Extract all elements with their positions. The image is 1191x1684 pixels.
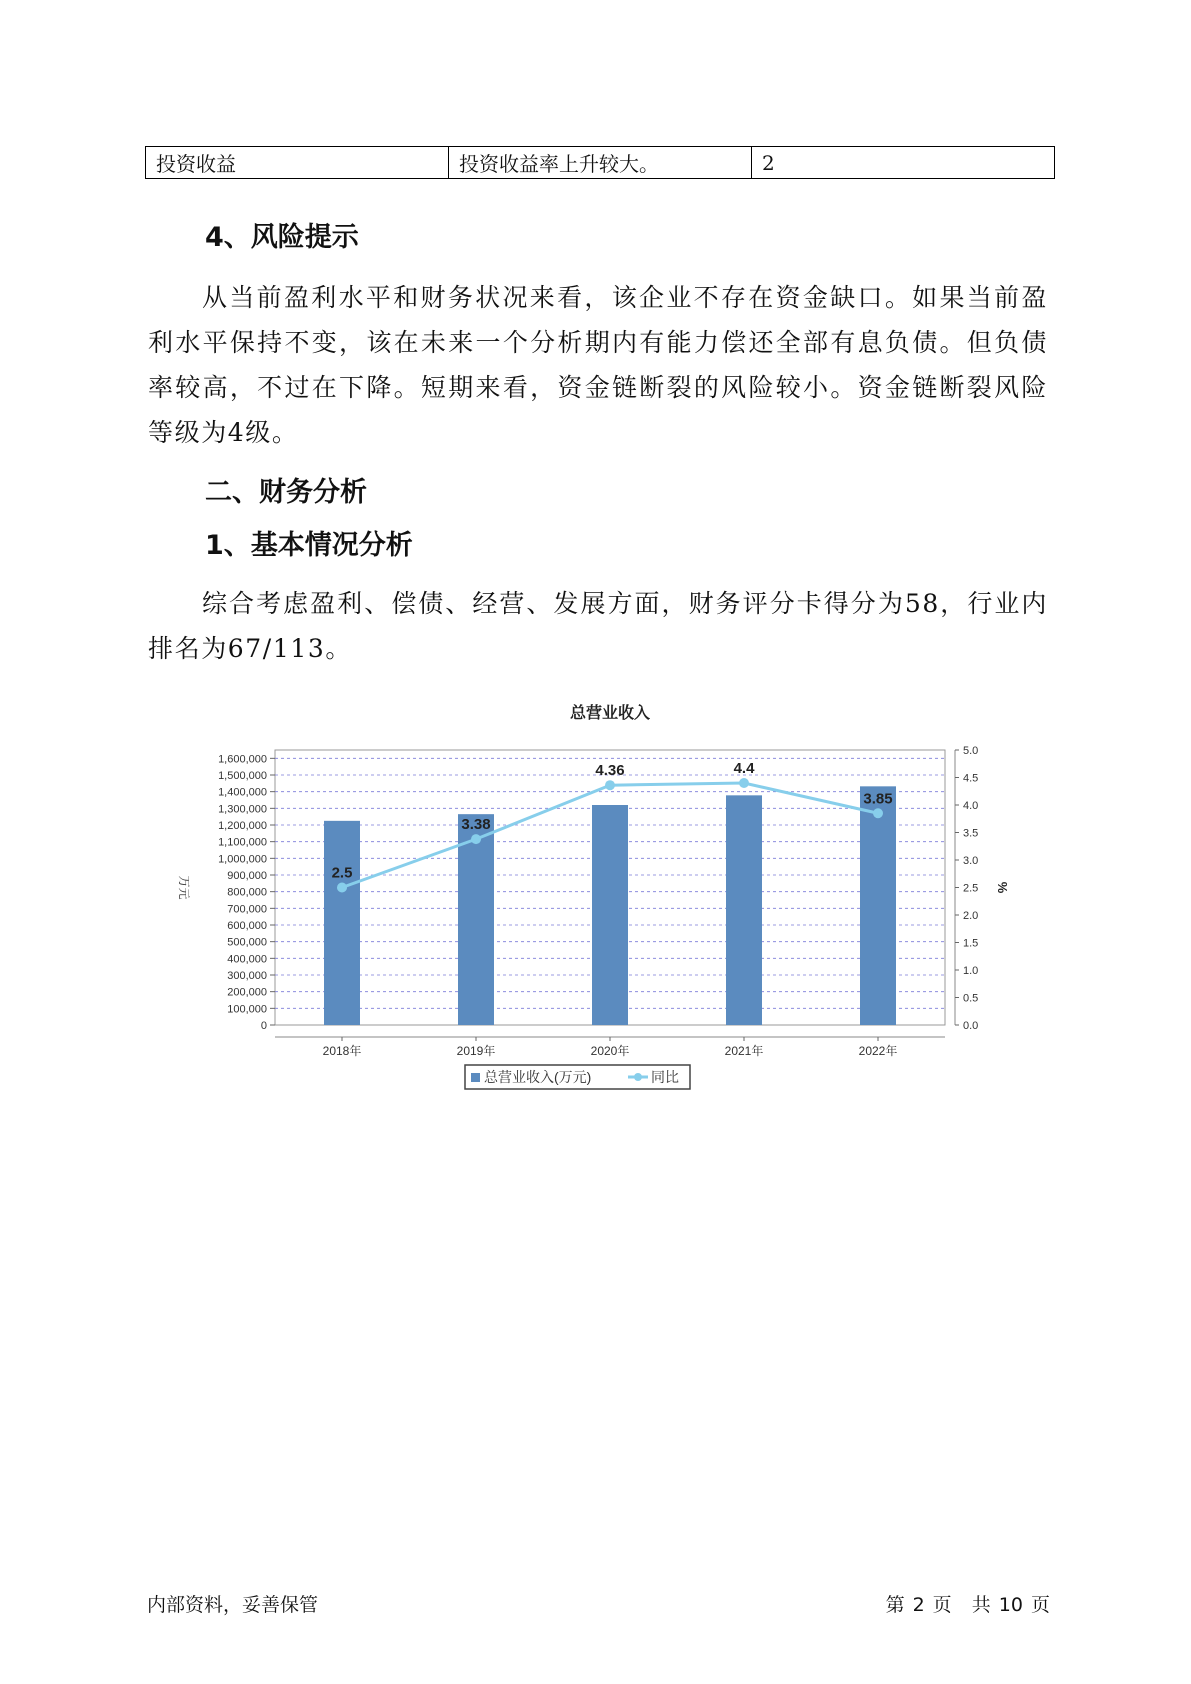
y-left-tick-label: 1,200,000: [218, 820, 267, 832]
table-cell: 投资收益: [146, 147, 449, 179]
y-left-tick-label: 1,100,000: [218, 836, 267, 849]
total-suffix: 页: [1030, 1594, 1050, 1616]
finance-heading: 二、财务分析: [205, 477, 367, 508]
y-left-tick-label: 500,000: [227, 936, 267, 949]
table-cell: 2: [752, 147, 1055, 179]
table-cell: 投资收益率上升较大。: [449, 147, 752, 179]
y-right-tick-label: 2.0: [963, 910, 979, 922]
total-prefix: 共: [971, 1594, 991, 1616]
page-prefix: 第: [885, 1594, 905, 1616]
footer-note: 内部资料，妥善保管: [147, 1594, 319, 1616]
x-tick-label: 2022年: [858, 1044, 898, 1058]
y-left-tick-label: 800,000: [227, 886, 267, 899]
revenue-bar: [324, 821, 360, 1025]
yoy-point: [873, 808, 883, 818]
y-left-tick-label: 300,000: [227, 970, 267, 982]
legend-swatch-revenue: [471, 1073, 480, 1082]
legend-label-yoy: 同比: [651, 1069, 679, 1085]
y-left-tick-label: 900,000: [227, 870, 267, 882]
y-right-tick-label: 5.0: [963, 745, 979, 757]
y-right-tick-label: 1.0: [963, 965, 979, 977]
risk-heading: 4、风险提示: [205, 222, 359, 253]
yoy-data-label: 4.4: [733, 760, 755, 777]
y-left-tick-label: 1,300,000: [218, 803, 267, 816]
yoy-data-label: 2.5: [331, 864, 353, 882]
basic-heading: 1、基本情况分析: [205, 530, 413, 561]
yoy-data-label: 4.36: [595, 762, 625, 780]
basic-paragraph: 综合考虑盈利、偿债、经营、发展方面，财务评分卡得分为58，行业内排名为67/113。: [148, 589, 1048, 663]
y-right-tick-label: 1.5: [963, 937, 979, 950]
y-right-tick-label: 4.5: [963, 772, 979, 785]
y-left-tick-label: 100,000: [227, 1003, 267, 1016]
revenue-bar: [592, 805, 628, 1025]
y-left-tick-label: 1,500,000: [218, 770, 267, 782]
legend-label-revenue: 总营业收入(万元): [484, 1069, 592, 1085]
y-right-tick-label: 4.0: [963, 800, 979, 812]
y-left-tick-label: 600,000: [227, 920, 267, 932]
y-right-tick-label: 0.0: [963, 1020, 979, 1032]
yoy-point: [739, 778, 749, 788]
revenue-bar: [726, 795, 762, 1025]
y-left-tick-label: 0: [260, 1020, 267, 1032]
total-pages: 10: [998, 1594, 1023, 1616]
x-tick-label: 2018年: [322, 1044, 362, 1058]
y-left-axis-label: 万元: [177, 875, 191, 900]
yoy-point: [337, 883, 347, 893]
x-tick-label: 2019年: [456, 1044, 496, 1058]
y-right-tick-label: 3.0: [963, 855, 979, 867]
yoy-data-label: 3.85: [863, 790, 893, 808]
y-left-tick-label: 1,000,000: [218, 853, 267, 866]
y-right-tick-label: 2.5: [963, 882, 979, 895]
y-right-axis-label: %: [995, 881, 1010, 894]
yoy-point: [471, 834, 481, 844]
y-right-tick-label: 0.5: [963, 992, 979, 1005]
indicator-table: [145, 146, 1055, 179]
x-tick-label: 2021年: [724, 1044, 764, 1058]
y-left-tick-label: 200,000: [227, 986, 267, 999]
risk-paragraph: 从当前盈利水平和财务状况来看，该企业不存在资金缺口。如果当前盈利水平保持不变，该在未来一个分析期内有能力偿还全部有息负债。但负债率较高，不过在下降。短期来看，资金链断裂的风险较小。资金链断裂风险等级为4级。: [148, 283, 1048, 447]
y-left-tick-label: 700,000: [227, 903, 267, 916]
revenue-bar: [860, 786, 896, 1025]
revenue-bar: [458, 814, 494, 1025]
x-tick-label: 2020年: [590, 1044, 630, 1058]
revenue-chart: [170, 695, 1020, 1160]
chart-title: 总营业收入: [569, 705, 651, 722]
table-row: [146, 147, 1055, 179]
y-left-tick-label: 400,000: [227, 953, 267, 966]
legend-marker-yoy: [634, 1073, 642, 1081]
y-left-tick-label: 1,600,000: [218, 753, 267, 766]
yoy-point: [605, 780, 615, 790]
page-number: 2: [912, 1594, 925, 1616]
y-right-tick-label: 3.5: [963, 827, 979, 840]
page-indicator: [882, 1590, 1054, 1617]
page-mid: 页: [932, 1594, 952, 1616]
y-left-tick-label: 1,400,000: [218, 786, 267, 799]
yoy-data-label: 3.38: [461, 816, 491, 834]
